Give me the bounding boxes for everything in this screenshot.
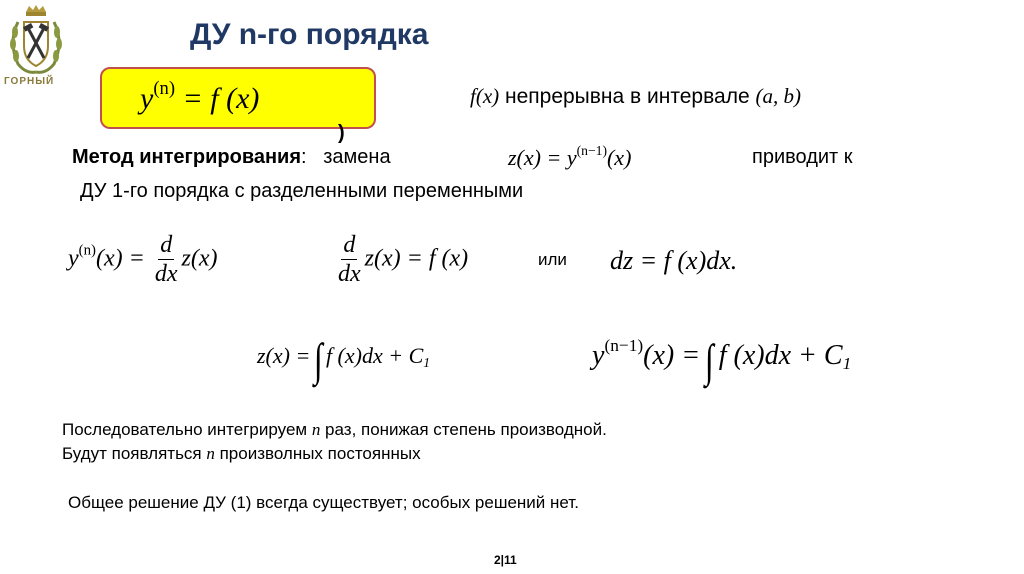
eq1-fraction <box>153 232 180 288</box>
eq4-sub: 1 <box>423 355 431 371</box>
logo-name: ГОРНЫЙ <box>4 76 55 87</box>
substitution-formula <box>508 143 631 171</box>
text2-n: n <box>206 444 215 463</box>
eq1-y: y <box>68 245 79 272</box>
eq4-lhs: z(x) = <box>257 343 311 368</box>
slide-title: ДУ n-го порядка <box>190 18 429 51</box>
main-equation <box>140 78 259 116</box>
cond-interval: (a, b) <box>755 84 801 108</box>
cond-function: f(x) <box>470 84 500 108</box>
text2-part-b: произволных постоянных <box>214 444 421 463</box>
main-eq-y: y <box>140 81 154 115</box>
eq1-den: dx <box>154 261 178 288</box>
main-eq-order: (n) <box>153 78 176 99</box>
text1-n: n <box>311 420 321 439</box>
eq1-order: (n) <box>78 242 97 259</box>
subst-order: (n−1) <box>576 143 607 158</box>
eq2-den: dx <box>338 261 361 288</box>
method-line <box>72 146 391 169</box>
mining-university-logo <box>6 2 66 94</box>
or-text: или <box>538 250 567 269</box>
eq5-lhs: (x) = <box>643 340 701 372</box>
general-solution-text: Общее решение ДУ (1) всегда существует; особых решений нет. <box>68 493 579 512</box>
page-number: 2|11 <box>494 553 517 567</box>
equation-number-paren: ) <box>338 122 345 144</box>
text2-part-a: Будут появляться <box>62 444 207 463</box>
subst-lhs: z(x) = y <box>508 145 577 171</box>
continuity-condition <box>470 84 801 109</box>
eq4-rhs: f (x)dx + C <box>325 343 424 368</box>
equation-z-integral <box>257 334 431 385</box>
equation-separated: dz = f (x)dx. <box>610 246 738 275</box>
equation-y-integral <box>592 335 852 387</box>
eq1-rhs: z(x) <box>181 245 218 272</box>
first-order-ode-text: ДУ 1-го порядка с разделенными переменными <box>80 180 524 202</box>
eq5-order: (n−1) <box>604 336 644 355</box>
eq1-x: (x) = <box>96 245 145 272</box>
eq5-y: y <box>592 340 605 372</box>
main-eq-rhs: = f (x) <box>182 81 260 115</box>
leads-to-text: приводит к <box>752 146 853 168</box>
method-colon: : <box>301 146 307 168</box>
eq2-rhs: z(x) = f (x) <box>364 245 469 272</box>
eq5-sub: 1 <box>842 354 852 374</box>
equation-derivative-z <box>68 232 218 288</box>
method-name: Метод интегрирования <box>72 146 302 168</box>
integral-sign: ∫ <box>705 335 714 387</box>
eq5-rhs: f (x)dx + C <box>718 340 843 372</box>
eq1-num: d <box>158 232 174 260</box>
eq2-fraction <box>336 232 363 288</box>
cond-text: непрерывна в интервале <box>499 85 756 108</box>
integrate-n-times-text <box>62 420 607 440</box>
text1-part-b: раз, понижая степень производной. <box>320 420 607 439</box>
text1-part-a: Последовательно интегрируем <box>62 420 312 439</box>
integral-sign: ∫ <box>313 334 323 385</box>
equation-dz-dx <box>334 232 468 288</box>
constants-text <box>62 444 421 464</box>
subst-rhs: (x) <box>606 145 632 171</box>
method-replace: замена <box>323 146 391 168</box>
eq2-num: d <box>341 232 357 260</box>
